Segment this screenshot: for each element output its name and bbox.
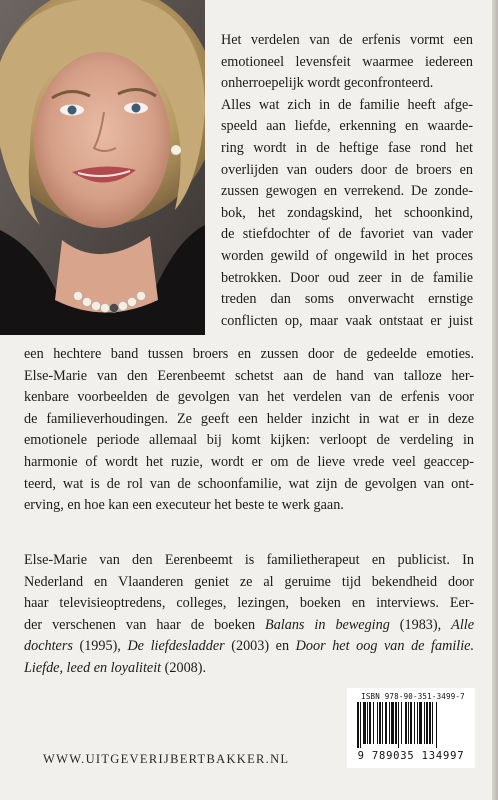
blurb-line: onherroepelijk wordt geconfronteerd.	[221, 75, 434, 92]
barcode-bar	[377, 702, 378, 744]
bio-line: Else-Marie van den Eerenbeemt is familietherapeut en publicist. In	[24, 552, 474, 568]
barcode-bar	[410, 702, 412, 744]
page-edge	[492, 0, 498, 800]
author-photo	[0, 0, 205, 335]
publisher-url: WWW.UITGEVERIJBERTBAKKER.NL	[43, 752, 290, 766]
barcode-bar	[429, 702, 431, 744]
bio-text: (2003) en	[224, 638, 296, 655]
barcode-bar	[373, 702, 374, 744]
blurb-line: betrokken. Door oud zeer in de familie	[221, 269, 473, 286]
book-title: De liefdesladder	[127, 638, 225, 655]
blurb-line: worden gewild of ongewild in het proces	[221, 247, 473, 264]
barcode-label	[347, 688, 475, 768]
blurb-line: bok, het zondagskind, het schoonkind,	[221, 204, 473, 221]
barcode-bar	[401, 702, 402, 744]
isbn-number: ISBN 978-90-351-3499-7	[361, 692, 465, 701]
barcode-bar	[398, 702, 399, 748]
barcode-bar	[426, 702, 428, 744]
blurb-line: emotionele periode allemaal bij komt kijken: verloopt de verdeling in	[24, 432, 474, 449]
barcode-bar	[432, 702, 433, 744]
barcode-bar	[419, 702, 422, 744]
barcode-bar	[424, 702, 425, 744]
barcode-bar	[382, 702, 383, 744]
blurb-line: erving, en hoe kan een executeur het beste te werk gaan.	[24, 497, 344, 514]
book-title: Liefde, leed en loyaliteit	[24, 659, 162, 676]
blurb-line: speeld aan liefde, erkenning en waarde-	[221, 118, 473, 135]
author-bio	[24, 550, 474, 680]
barcode-bar	[367, 702, 368, 744]
book-title: Balans in beweging	[265, 616, 390, 633]
barcode-bar	[389, 702, 390, 744]
blurb-line: conflicten op, maar vaak ontstaat er juist	[221, 312, 473, 329]
blurb-line: de stiefdochter of de favoriet van vader	[221, 226, 473, 243]
barcode-bar	[417, 702, 418, 744]
barcode-bar	[405, 702, 407, 744]
bio-text: (2008).	[161, 659, 207, 676]
blurb-line: emotioneel levensfeit waarmee iedereen	[221, 53, 473, 70]
blurb-column-text	[221, 30, 473, 332]
bio-line	[24, 615, 474, 637]
blurb-line: Alles wat zich in de familie heeft afge-	[221, 96, 473, 113]
barcode-bar	[414, 702, 415, 744]
barcode-icon	[355, 702, 467, 748]
blurb-line: ring wordt in de heftige fase rond het	[221, 139, 473, 156]
book-title: Alle	[451, 616, 475, 633]
barcode-bar	[357, 702, 359, 748]
barcode-bar	[408, 702, 409, 744]
barcode-bar	[391, 702, 394, 744]
blurb-line: kenbare voorbeelden de gevolgen van het verdelen van de erfenis voor	[24, 389, 474, 406]
bio-text: (1983),	[389, 616, 452, 633]
blurb-line: een hechtere band tussen broers en zussen door de gedeelde emoties.	[24, 346, 474, 362]
barcode-bar	[436, 702, 437, 748]
blurb-line: zussen gewogen en verrekend. De zonde-	[221, 183, 473, 200]
blurb-line: overlijden van ouders door de broers en	[221, 161, 473, 178]
bio-line	[24, 658, 474, 680]
book-title: Door het oog van de familie.	[295, 638, 475, 655]
blurb-line: de familieverhoudingen. Ze geeft een helder inzicht in wat er in deze	[24, 410, 474, 427]
barcode-bar	[363, 702, 366, 744]
barcode-bar	[369, 702, 371, 744]
bio-line: Nederland en Vlaanderen geniet ze al geruime tijd bekendheid door	[24, 573, 474, 590]
blurb-full-width-text	[24, 344, 474, 517]
barcode-bar	[379, 702, 381, 744]
blurb-line: teerd, wat is de rol van de schoonfamilie, wat zijn de gevolgen van ont-	[24, 475, 474, 492]
bio-line: haar televisieoptredens, colleges, lezingen, boeken en interviews. Eer-	[24, 595, 474, 612]
blurb-line: Else-Marie van den Eerenbeemt schetst aan de hand van talloze her-	[24, 367, 474, 384]
barcode-bar	[395, 702, 397, 744]
bio-line	[24, 636, 474, 658]
blurb-line: Het verdelen van de erfenis vormt een	[221, 32, 473, 48]
barcode-bar	[385, 702, 387, 744]
barcode-digits: 9 789035 134997	[357, 750, 465, 762]
blurb-line: harmonie of wordt het ruzie, wordt er om de lieve vrede veel geaccep-	[24, 453, 474, 470]
barcode-bar	[360, 702, 361, 748]
bio-text: der verschenen van haar de boeken	[24, 616, 266, 633]
bio-text: (1995),	[72, 638, 128, 655]
book-title: dochters	[24, 638, 73, 655]
blurb-line: treden dan soms onverwacht ernstige	[221, 291, 473, 308]
author-portrait-image	[0, 0, 205, 335]
